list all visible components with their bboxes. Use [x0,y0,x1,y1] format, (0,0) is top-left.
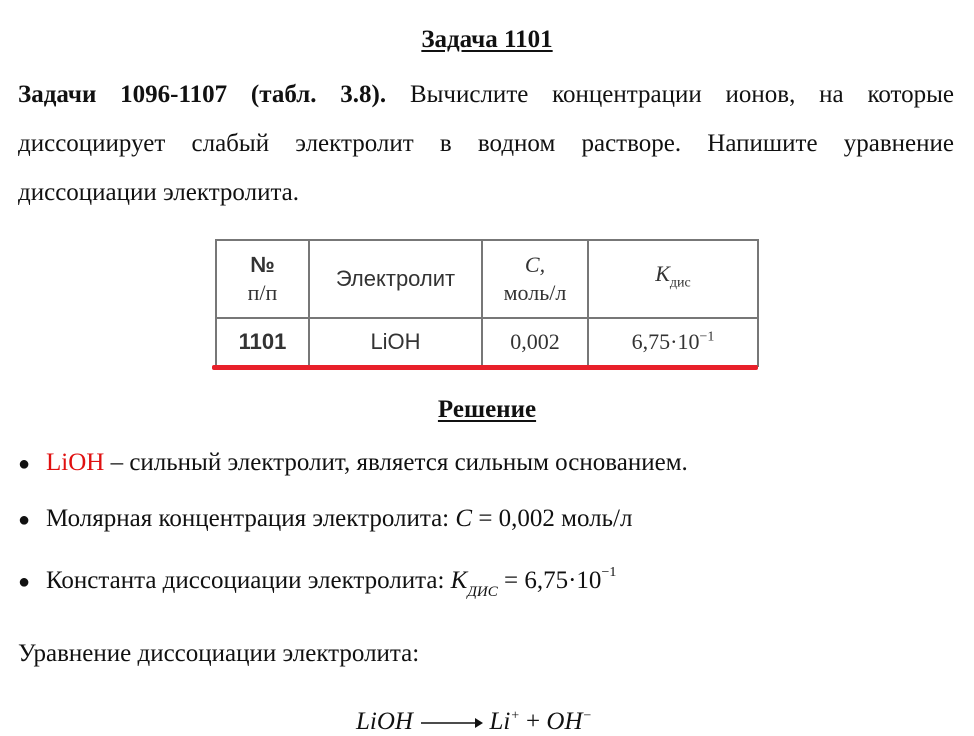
header-number: № п/п [216,240,309,318]
cell-electrolyte: LiOH [309,318,482,366]
cell-concentration: 0,002 [482,318,588,366]
cell-number: 1101 [216,318,309,366]
header-electrolyte: Электролит [309,240,482,318]
bullet-dissociation-constant: ● Константа диссоциации электролита: $K_{ДИС} = 6,75\cdot 10^{-1}$ [18,565,617,600]
table-header-row [216,240,758,318]
bullet-dot-icon: ● [18,571,31,593]
dissociation-equation: LiOH Li+ + OH− [356,708,592,735]
red-underline [212,365,758,370]
bullet-strong-electrolyte: ● LiOH – сильный электролит, является сильным основанием. [18,449,688,476]
problem-statement [18,70,954,217]
problem-reference: Задачи 1096-1107 (табл. 3.8). [18,81,387,108]
data-table [215,239,759,367]
header-k-dis: $K_{дис}$ [588,240,758,318]
bullet-molar-concentration: ● Молярная концентрация электролита: C = 0,002 моль/л [18,505,633,532]
solution-heading: Решение [437,396,537,423]
highlighted-formula: LiOH [46,449,105,476]
reaction-arrow-icon [419,716,483,730]
problem-text: Вычислите концентрации ионов, на которые диссоциирует слабый электролит в водном растворе. Напишите уравнение диссоциации электролита. [18,81,954,206]
bullet-dot-icon: ● [18,453,31,475]
header-concentration: C, моль/л [482,240,588,318]
problem-title: Задача 1101 [421,26,553,53]
equation-label: Уравнение диссоциации электролита: [18,640,420,667]
bullet-dot-icon: ● [18,509,31,531]
table-row [216,318,758,366]
cell-k-dis: $6,75\cdot 10^{-1}$ [588,318,758,366]
